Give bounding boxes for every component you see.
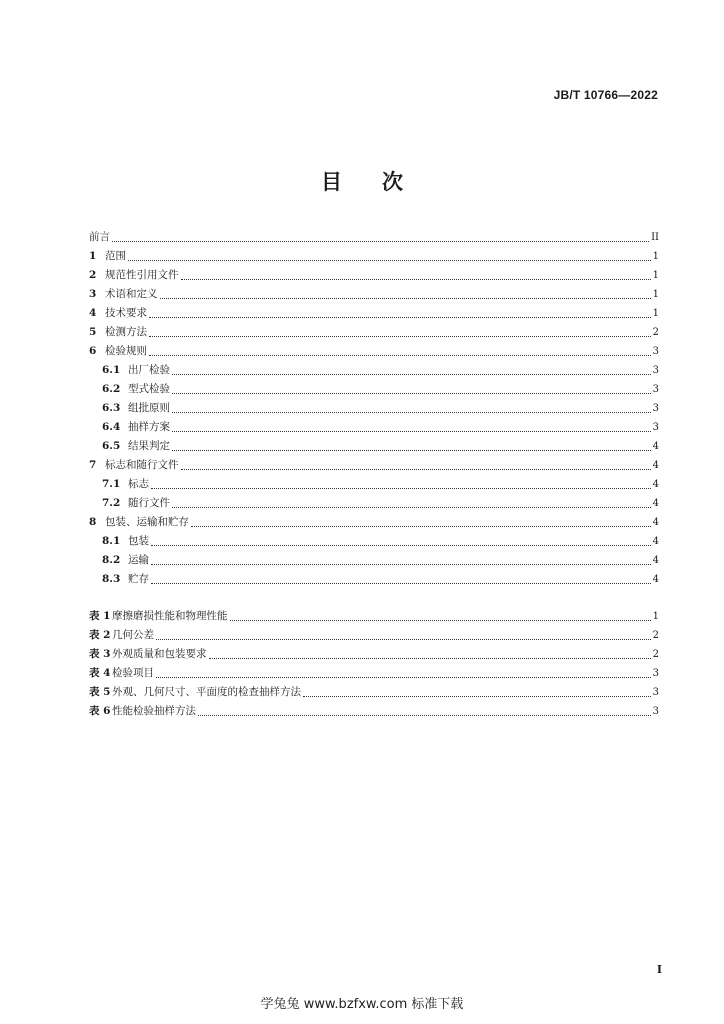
toc-entry-title: 摩擦磨损性能和物理性能 (112, 610, 228, 622)
toc-entry-number: 5 (89, 326, 97, 338)
toc-entry-page: II (651, 232, 659, 243)
toc-entry-page: 2 (652, 630, 659, 641)
page-title (0, 166, 724, 196)
toc-entry-number: 表 5 (89, 686, 111, 698)
toc-entry-page: 2 (652, 649, 659, 660)
toc-entry-page: 3 (652, 706, 659, 717)
toc-entry[interactable] (89, 343, 659, 362)
toc-table-entry[interactable] (89, 608, 659, 627)
toc-entry-title: 包装 (128, 535, 149, 547)
toc-entry-number: 3 (89, 288, 97, 300)
toc-entry-title: 贮存 (128, 573, 149, 585)
toc-entry-page: 2 (652, 327, 659, 338)
dot-leader (151, 583, 651, 584)
dot-leader (151, 564, 651, 565)
toc-entry-number: 表 6 (89, 705, 111, 717)
toc-entry-page: 4 (652, 498, 659, 509)
toc-entry[interactable] (89, 571, 659, 590)
toc-entry-title: 技术要求 (105, 307, 147, 319)
toc-table-entry[interactable] (89, 684, 659, 703)
toc-entry[interactable] (89, 229, 659, 248)
toc-entry-number: 8.1 (102, 535, 121, 547)
toc-entry-page: 4 (652, 574, 659, 585)
toc-entry-title: 规范性引用文件 (105, 269, 179, 281)
watermark: 学兔兔 www.bzfxw.com 标准下载 (260, 997, 464, 1012)
toc-entry-page: 1 (652, 270, 659, 281)
toc-entry-title: 检验项目 (112, 667, 154, 679)
toc-entry-number: 4 (89, 307, 97, 319)
toc-entry-page: 3 (652, 422, 659, 433)
toc-entry-number: 8.3 (102, 573, 121, 585)
toc-entry-title: 结果判定 (128, 440, 170, 452)
toc-entry-number: 2 (89, 269, 97, 281)
toc-entry-title: 前言 (89, 231, 110, 243)
toc-entry-page: 4 (652, 517, 659, 528)
dot-leader (209, 658, 651, 659)
toc-entry-number: 6.4 (102, 421, 121, 433)
dot-leader (149, 336, 651, 337)
toc-table-entry[interactable] (89, 703, 659, 722)
toc-table-entry[interactable] (89, 627, 659, 646)
toc-entry-title: 几何公差 (112, 629, 154, 641)
toc-entry[interactable] (89, 419, 659, 438)
toc-entry[interactable] (89, 533, 659, 552)
dot-leader (151, 545, 651, 546)
toc-entry[interactable] (89, 286, 659, 305)
toc-table-entry[interactable] (89, 646, 659, 665)
toc-entry-page: 3 (652, 365, 659, 376)
toc-entry[interactable] (89, 514, 659, 533)
toc-entry-title: 外观质量和包装要求 (112, 648, 207, 660)
toc-entry-page: 1 (652, 611, 659, 622)
toc-entry[interactable] (89, 552, 659, 571)
toc-entry[interactable] (89, 362, 659, 381)
toc-entry-page: 3 (652, 384, 659, 395)
toc-entry-number: 表 3 (89, 648, 111, 660)
dot-leader (181, 279, 651, 280)
toc-entry-page: 3 (652, 403, 659, 414)
toc-table-entry[interactable] (89, 665, 659, 684)
dot-leader (156, 677, 651, 678)
toc-entry-page: 1 (652, 289, 659, 300)
toc-entry-title: 范围 (105, 250, 126, 262)
toc-entry-number: 表 4 (89, 667, 111, 679)
dot-leader (151, 488, 651, 489)
toc-entry-number: 8 (89, 516, 97, 528)
toc-entry[interactable] (89, 248, 659, 267)
toc-entry-number: 6.5 (102, 440, 121, 452)
dot-leader (172, 450, 651, 451)
toc-entry-number: 6.3 (102, 402, 121, 414)
dot-leader (172, 374, 651, 375)
dot-leader (149, 317, 651, 318)
toc-entry-page: 4 (652, 555, 659, 566)
dot-leader (191, 526, 651, 527)
standard-code: JB/T 10766—2022 (553, 88, 658, 102)
title-char-2: 次 (382, 170, 403, 194)
toc-entry[interactable] (89, 305, 659, 324)
toc-entry-number: 7.2 (102, 497, 121, 509)
toc-entry-number: 1 (89, 250, 97, 262)
page-number: I (656, 963, 662, 976)
toc-entry-page: 1 (652, 251, 659, 262)
dot-leader (172, 412, 651, 413)
toc-entry-title: 术语和定义 (105, 288, 158, 300)
dot-leader (156, 639, 651, 640)
toc-entry-title: 外观、几何尺寸、平面度的检查抽样方法 (112, 686, 301, 698)
toc-entry-page: 1 (652, 308, 659, 319)
toc-entry-page: 4 (652, 536, 659, 547)
toc-entry-title: 型式检验 (128, 383, 170, 395)
toc-entry-number: 7.1 (102, 478, 121, 490)
dot-leader (112, 241, 649, 242)
toc-entry[interactable] (89, 476, 659, 495)
toc-entry-title: 随行文件 (128, 497, 170, 509)
toc-entry[interactable] (89, 400, 659, 419)
toc-entry-title: 运输 (128, 554, 149, 566)
toc-entry-title: 标志和随行文件 (105, 459, 179, 471)
toc-entry-title: 抽样方案 (128, 421, 170, 433)
toc-entry-title: 性能检验抽样方法 (112, 705, 196, 717)
dot-leader (160, 298, 651, 299)
toc-entry[interactable] (89, 324, 659, 343)
toc-entry-page: 3 (652, 668, 659, 679)
dot-leader (172, 393, 651, 394)
toc-entry-number: 6.1 (102, 364, 121, 376)
dot-leader (172, 507, 651, 508)
dot-leader (198, 715, 651, 716)
dot-leader (172, 431, 651, 432)
dot-leader (230, 620, 651, 621)
dot-leader (149, 355, 651, 356)
toc-entry-number: 表 1 (89, 610, 111, 622)
dot-leader (303, 696, 651, 697)
toc-entry-number: 8.2 (102, 554, 121, 566)
table-of-contents (89, 229, 659, 722)
toc-entry-title: 检测方法 (105, 326, 147, 338)
toc-entry-page: 4 (652, 479, 659, 490)
toc-entry-number: 表 2 (89, 629, 111, 641)
toc-entry-title: 包装、运输和贮存 (105, 516, 189, 528)
toc-entry[interactable] (89, 381, 659, 400)
toc-entry[interactable] (89, 438, 659, 457)
toc-entry-page: 4 (652, 441, 659, 452)
toc-entry-number: 7 (89, 459, 97, 471)
toc-entry-title: 检验规则 (105, 345, 147, 357)
toc-entry[interactable] (89, 457, 659, 476)
toc-entry-page: 3 (652, 687, 659, 698)
toc-entry-title: 组批原则 (128, 402, 170, 414)
toc-entry-page: 4 (652, 460, 659, 471)
toc-entry-title: 出厂检验 (128, 364, 170, 376)
dot-leader (181, 469, 651, 470)
toc-sections (89, 229, 659, 590)
toc-tables (89, 608, 659, 722)
toc-entry[interactable] (89, 495, 659, 514)
toc-entry-title: 标志 (128, 478, 149, 490)
dot-leader (128, 260, 651, 261)
toc-entry-number: 6 (89, 345, 97, 357)
title-char-1: 目 (321, 170, 342, 194)
toc-entry[interactable] (89, 267, 659, 286)
toc-entry-number: 6.2 (102, 383, 121, 395)
toc-entry-page: 3 (652, 346, 659, 357)
